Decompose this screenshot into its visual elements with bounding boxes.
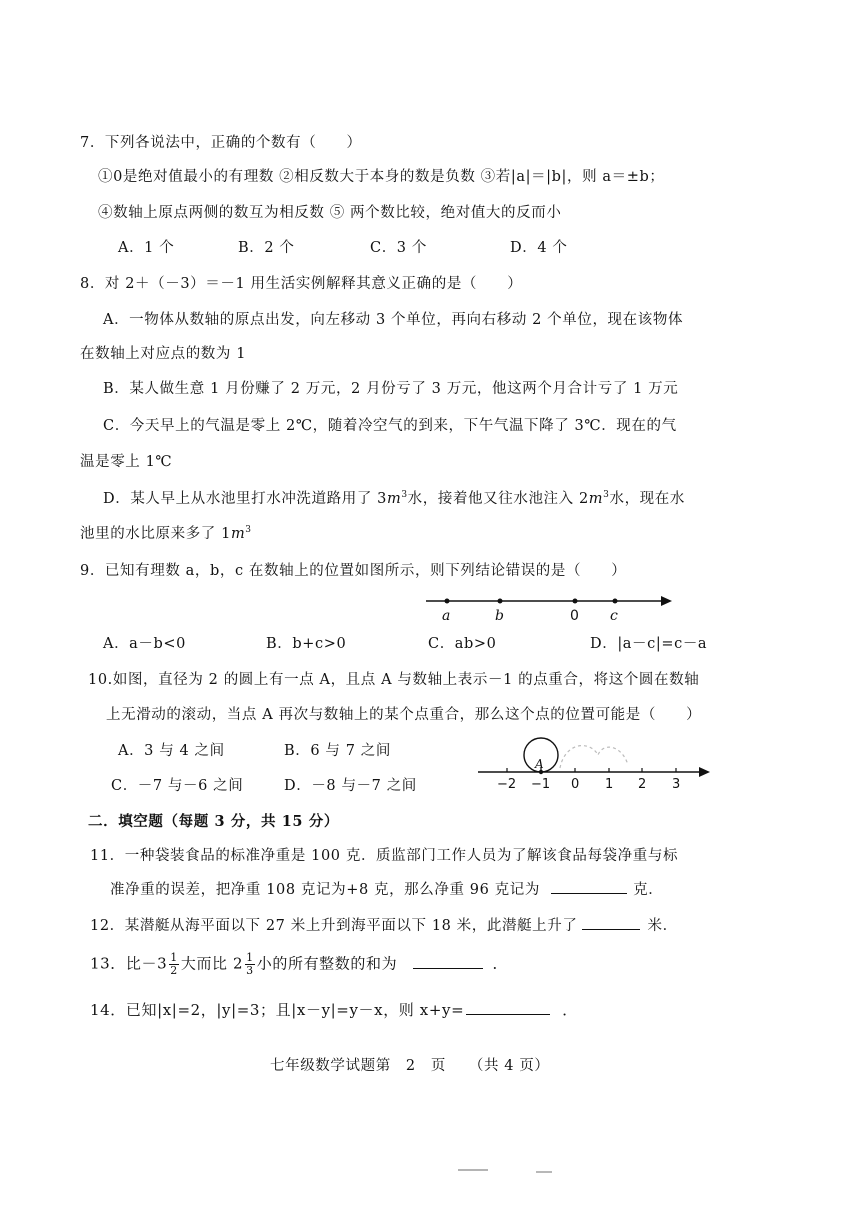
q10-stem-line1: 10.如图，直径为 2 的圆上有一点 A，且点 A 与数轴上表示－1 的点重合，将这个圆在数轴 (88, 672, 700, 688)
q8-option-b: B．某人做生意 1 月份赚了 2 万元，2 月份亏了 3 万元，他这两个月合计亏了 1 万元 (103, 381, 679, 397)
q8-option-c-line1: C．今天早上的气温是零上 2℃，随着冷空气的到来，下午气温下降了 3℃．现在的气 (103, 418, 677, 434)
q8-option-a-line1: A．一物体从数轴的原点出发，向左移动 3 个单位，再向右移动 2 个单位，现在该物体 (103, 312, 684, 328)
q10-option-a: A．3 与 4 之间 (118, 743, 225, 759)
q10-rolling-trace (560, 746, 628, 768)
q7-option-c: C．3 个 (370, 240, 427, 256)
q10-axis-arrow (699, 767, 710, 777)
q12-unit: 米． (647, 918, 678, 934)
q11-line1: 11．一种袋装食品的标准净重是 100 克．质监部门工作人员为了解该食品每袋净重与标 (90, 848, 679, 864)
q8-stem: 8．对 2＋（－3）＝－1 用生活实例解释其意义正确的是（ ） (80, 276, 523, 292)
q13-fraction-2: $\frac{1}{3}$ (246, 951, 254, 977)
q13-answer-blank[interactable] (413, 954, 483, 969)
q9-point-a (445, 599, 450, 604)
q14-end: ． (562, 1001, 578, 1019)
q7-option-a: A．1 个 (118, 240, 175, 256)
q9-label-a: a (442, 608, 451, 624)
q9-label-b: b (495, 608, 504, 624)
q10-stem-line2: 上无滑动的滚动，当点 A 再次与数轴上的某个点重合，那么这个点的位置可能是（ ） (106, 707, 702, 723)
q10-label: −2 (497, 777, 517, 792)
q14-line (90, 1000, 578, 1020)
section-title: 二．填空题（每题 3 分，共 15 分） (88, 813, 339, 830)
q13-middle: 大而比 2 (180, 954, 244, 973)
q11-answer-blank[interactable] (551, 879, 627, 894)
q13-end: ． (492, 954, 509, 973)
q7-option-d: D．4 个 (510, 240, 568, 256)
q9-option-c: C．ab>0 (428, 636, 497, 652)
q9-axis-arrow (661, 596, 672, 606)
q8-option-c-line2: 温是零上 1℃ (80, 454, 173, 470)
q7-statements: ①0是绝对值最小的有理数 ②相反数大于本身的数是负数 ③若|a|＝|b|，则 a＝±b； (98, 169, 665, 185)
q10-label: 3 (672, 777, 681, 792)
unit-m: m (386, 491, 402, 507)
q14-answer-blank[interactable] (466, 1000, 550, 1015)
q9-point-0 (573, 599, 578, 604)
q11-line2 (110, 879, 663, 900)
q13-fraction-1: $\frac{1}{2}$ (170, 951, 178, 977)
unit-exp: 3 (603, 490, 610, 501)
unit-m: m (588, 491, 604, 507)
q9-option-a: A．a－b<0 (103, 636, 186, 652)
q8-d-text-c: 水，现在水 (609, 491, 685, 507)
q9-point-b (498, 599, 503, 604)
q9-option-b: B．b+c>0 (266, 636, 347, 652)
q10-label: 1 (605, 777, 614, 792)
q13-prefix: 13．比－3 (90, 954, 168, 973)
q10-option-d: D．－8 与－7 之间 (284, 778, 417, 794)
q9-point-c (613, 599, 618, 604)
q10-label-a: A (535, 757, 544, 771)
q8-d-text-2: 池里的水比原来多了 1 (80, 526, 231, 542)
q8-d-text-b: 水，接着他又往水池注入 2 (407, 491, 589, 507)
q9-label-c: c (610, 608, 618, 624)
q9-option-d: D．|a－c|=c－a (590, 636, 708, 652)
q9-stem: 9．已知有理数 a，b，c 在数轴上的位置如图所示，则下列结论错误的是（ ） (80, 563, 627, 579)
q13-line (90, 952, 508, 977)
q14-text: 14．已知|x|=2，|y|=3；且|x－y|=y－x，则 x+y= (90, 1001, 465, 1019)
q9-label-0: 0 (570, 608, 579, 624)
unit-exp: 3 (245, 525, 252, 536)
unit-m: m (230, 526, 246, 542)
q10-option-c: C．－7 与－6 之间 (111, 778, 244, 794)
unit-exp: 3 (401, 490, 408, 501)
q10-option-b: B．6 与 7 之间 (284, 743, 391, 759)
q12-text: 12．某潜艇从海平面以下 27 米上升到海平面以下 18 米，此潜艇上升了 (90, 918, 578, 934)
q12-line (90, 915, 678, 936)
page-footer: 七年级数学试题第 2 页 （共 4 页） (270, 1058, 550, 1074)
q8-d-text-a: D．某人早上从水池里打水冲洗道路用了 3 (103, 491, 387, 507)
q7-statements-2: ④数轴上原点两侧的数互为相反数 ⑤ 两个数比较，绝对值大的反而小 (98, 205, 562, 221)
q7-stem: 7．下列各说法中，正确的个数有（ ） (80, 135, 362, 151)
q10-label: 2 (638, 777, 647, 792)
q12-answer-blank[interactable] (582, 915, 640, 930)
q7-option-b: B．2 个 (238, 240, 295, 256)
q10-label: −1 (531, 777, 551, 792)
q13-suffix: 小的所有整数的和为 (256, 954, 398, 973)
q11-unit: 克． (633, 882, 664, 898)
q8-option-a-line2: 在数轴上对应点的数为 1 (80, 346, 247, 362)
q10-label: 0 (571, 777, 580, 792)
q11-line2-text: 准净重的误差，把净重 108 克记为+8 克，那么净重 96 克记为 (110, 882, 540, 898)
